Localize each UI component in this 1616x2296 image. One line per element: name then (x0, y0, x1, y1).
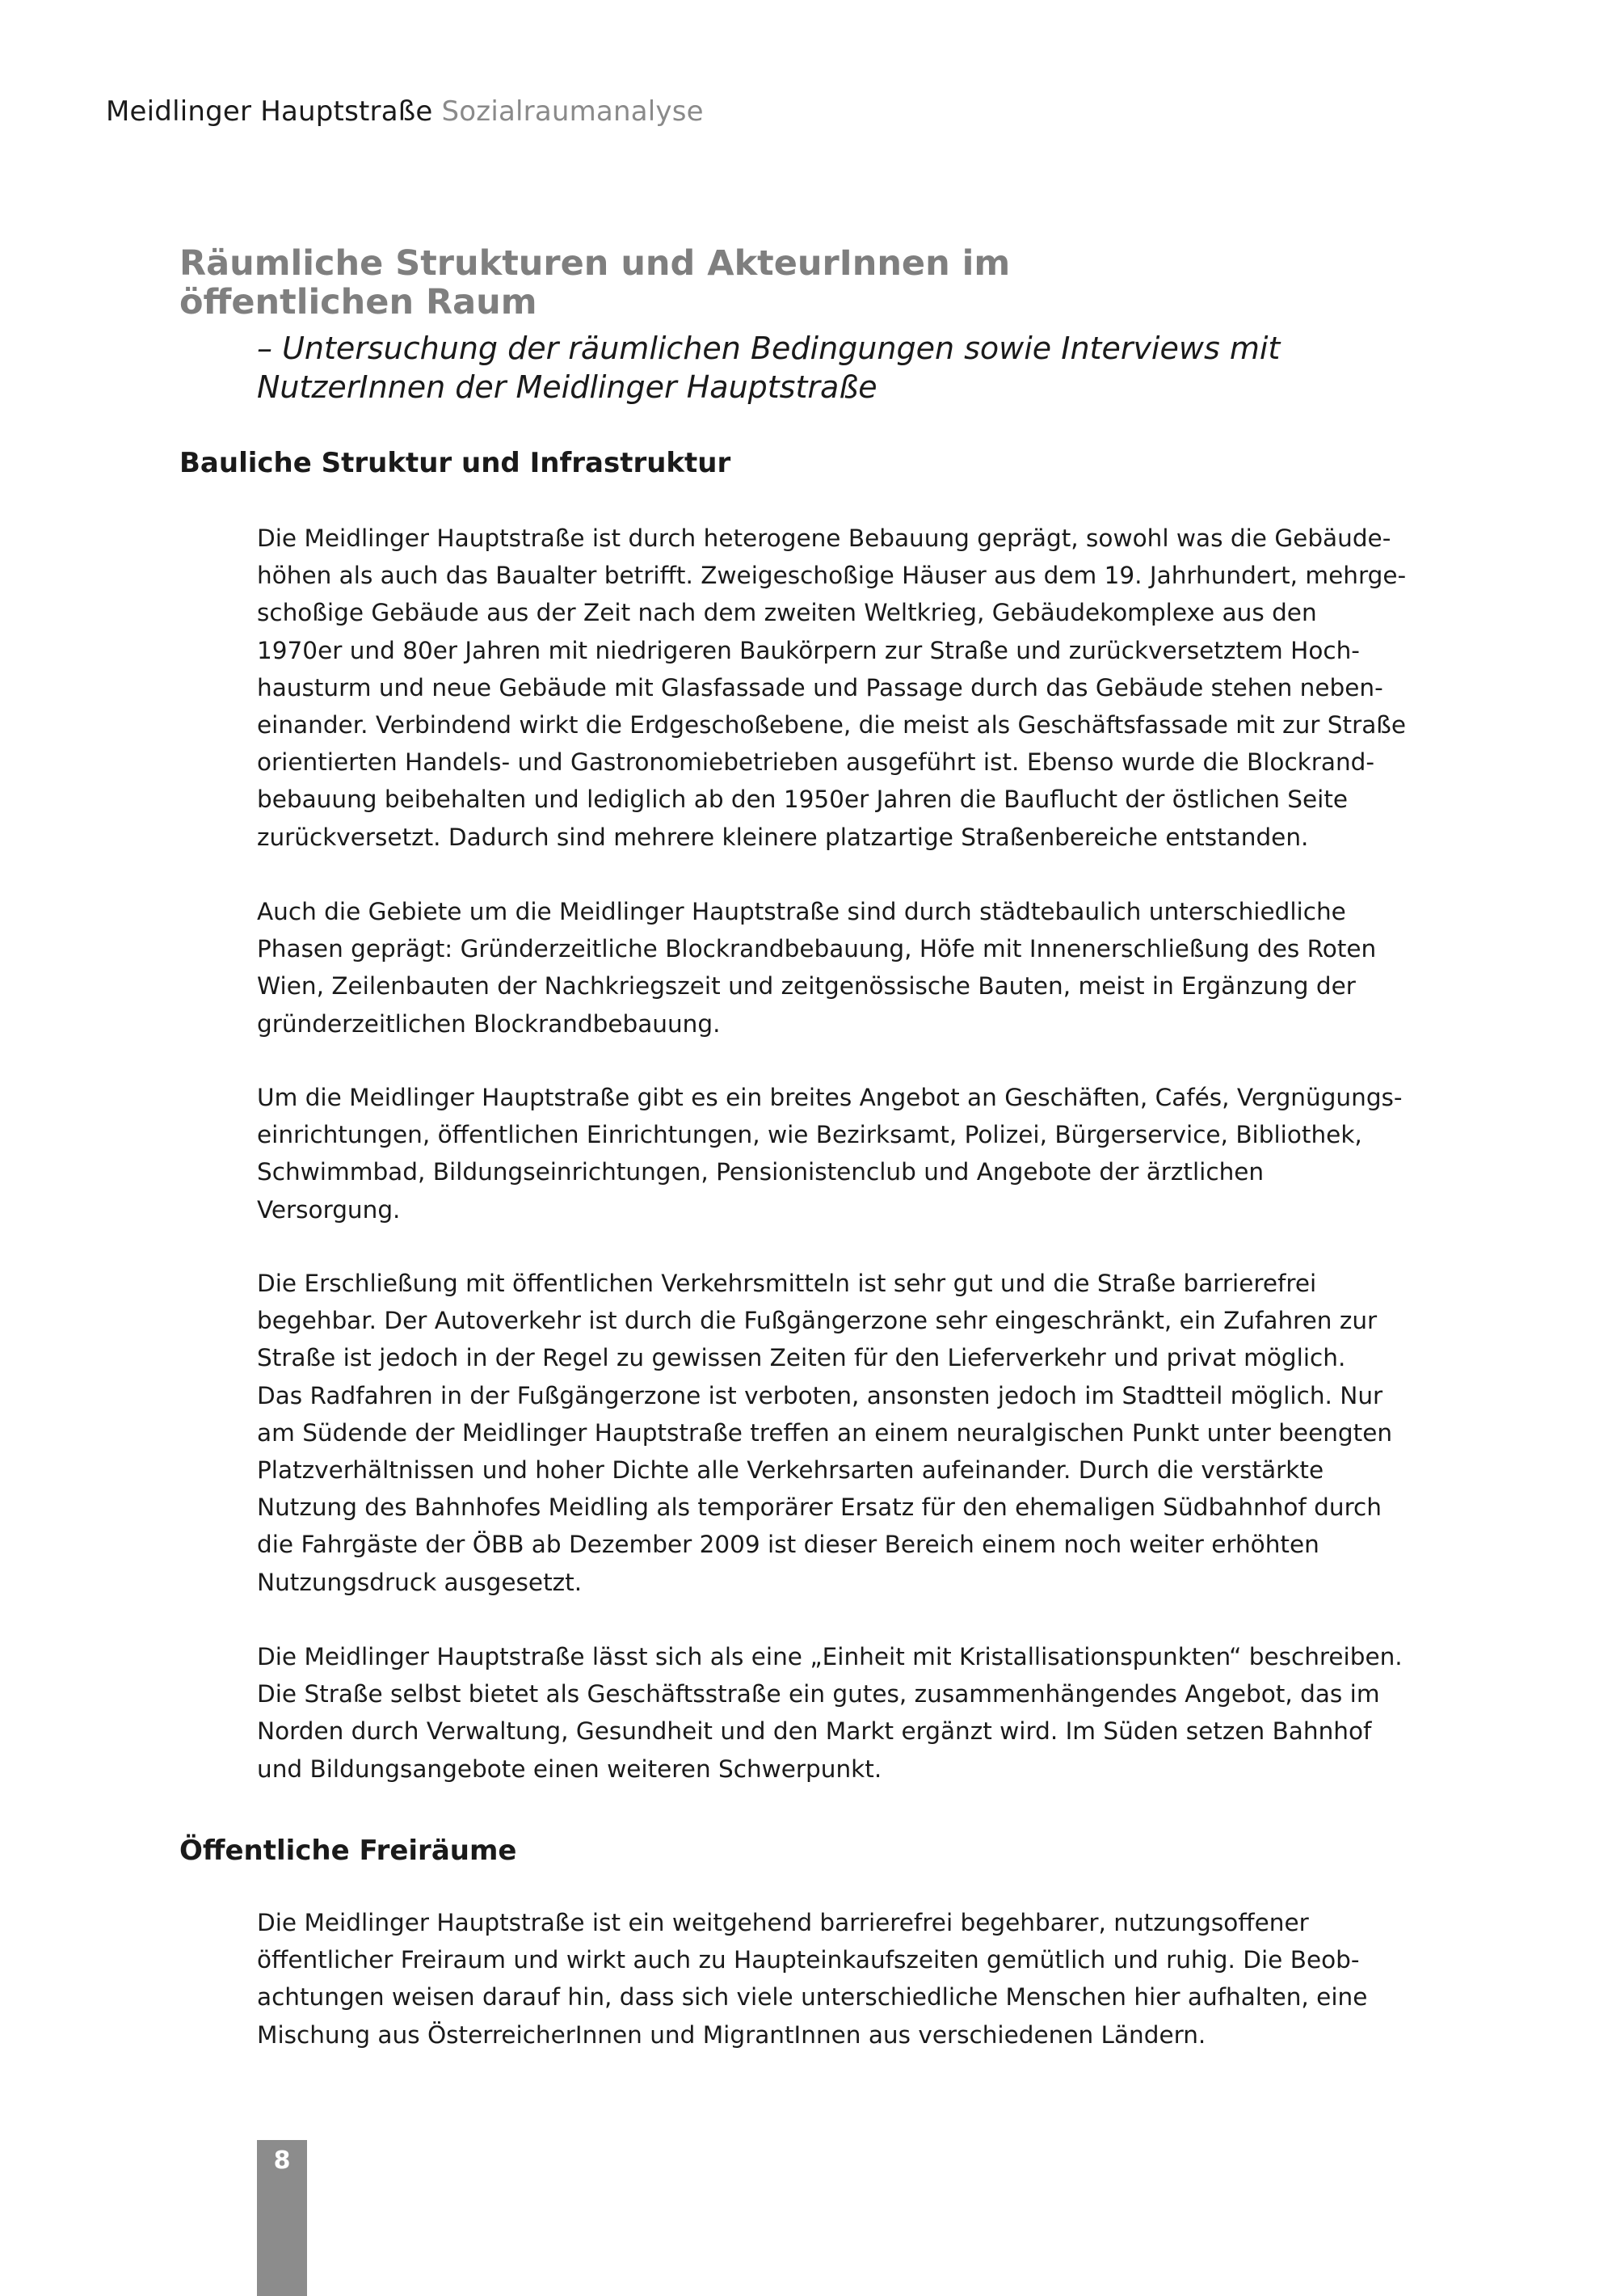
paragraph (257, 1904, 1368, 2054)
page-number-bar (257, 2140, 307, 2296)
text-line: am Südende der Meidlinger Hauptstraße treffen an einem neuralgischen Punkt unter beengten (257, 1418, 1393, 1447)
text-line: orientierten Handels- und Gastronomiebetrieben ausgeführt ist. Ebenso wurde die Blockrand- (257, 748, 1375, 777)
text-line: gründerzeitlichen Blockrandbebauung. (257, 1009, 721, 1038)
text-line: Phasen geprägt: Gründerzeitliche Blockrandbebauung, Höfe mit Innenerschließung des Roten (257, 935, 1377, 963)
text-line: Nutzung des Bahnhofes Meidling als temporärer Ersatz für den ehemaligen Südbahnhof durch (257, 1493, 1382, 1522)
text-line: Die Meidlinger Hauptstraße ist durch heterogene Bebauung geprägt, sowohl was die Gebäude- (257, 524, 1391, 552)
header-title: Meidlinger Hauptstraße (106, 95, 433, 128)
chapter-title-line: öffentlichen Raum (179, 282, 537, 322)
running-header (106, 95, 704, 128)
chapter-subtitle-line: NutzerInnen der Meidlinger Hauptstraße (257, 369, 877, 405)
text-line: Schwimmbad, Bildungseinrichtungen, Pensionistenclub und Angebote der ärztlichen (257, 1158, 1265, 1186)
text-line: achtungen weisen darauf hin, dass sich viele unterschiedliche Menschen hier aufhalten, eine (257, 1983, 1368, 2012)
text-line: und Bildungsangebote einen weiteren Schwerpunkt. (257, 1755, 882, 1783)
paragraph (257, 1638, 1403, 1788)
text-line: einrichtungen, öffentlichen Einrichtungen, wie Bezirksamt, Polizei, Bürgerservice, Bibliothek, (257, 1121, 1362, 1149)
text-line: schoßige Gebäude aus der Zeit nach dem zweiten Weltkrieg, Gebäudekomplexe aus den (257, 599, 1317, 627)
text-line: höhen als auch das Baualter betrifft. Zweigeschoßige Häuser aus dem 19. Jahrhundert, mehrge- (257, 562, 1407, 590)
paragraph (257, 1079, 1403, 1228)
chapter-title-line: Räumliche Strukturen und AkteurInnen im (179, 243, 1011, 284)
text-line: begehbar. Der Autoverkehr ist durch die Fußgängerzone sehr eingeschränkt, ein Zufahren zur (257, 1307, 1378, 1335)
text-line: Das Radfahren in der Fußgängerzone ist verboten, ansonsten jedoch im Stadtteil möglich. Nur (257, 1381, 1383, 1409)
text-line: einander. Verbindend wirkt die Erdgeschoßebene, die meist als Geschäftsfassade mit zur Straße (257, 711, 1407, 739)
section-heading: Bauliche Struktur und Infrastruktur (179, 447, 731, 479)
text-line: hausturm und neue Gebäude mit Glasfassade und Passage durch das Gebäude stehen neben- (257, 673, 1383, 701)
text-line: die Fahrgäste der ÖBB ab Dezember 2009 ist dieser Bereich einem noch weiter erhöhten (257, 1531, 1319, 1559)
text-line: Die Erschließung mit öffentlichen Verkehrsmitteln ist sehr gut und die Straße barrierefrei (257, 1270, 1317, 1297)
text-line: Versorgung. (257, 1195, 401, 1224)
text-line: bebauung beibehalten und lediglich ab den 1950er Jahren die Bauflucht der östlichen Seite (257, 786, 1349, 814)
text-line: Die Straße selbst bietet als Geschäftsstraße ein gutes, zusammenhängendes Angebot, das im (257, 1680, 1380, 1708)
chapter-subtitle-line: – Untersuchung der räumlichen Bedingungen sowie Interviews mit (257, 331, 1281, 366)
text-line: Mischung aus ÖsterreicherInnen und MigrantInnen aus verschiedenen Ländern. (257, 2020, 1206, 2049)
text-line: zurückversetzt. Dadurch sind mehrere kleinere platzartige Straßenbereiche entstanden. (257, 823, 1309, 851)
text-line: Platzverhältnissen und hoher Dichte alle Verkehrsarten aufeinander. Durch die verstärkte (257, 1456, 1324, 1485)
header-subtitle: Sozialraumanalyse (441, 95, 704, 128)
text-line: Auch die Gebiete um die Meidlinger Hauptstraße sind durch städtebaulich unterschiedliche (257, 898, 1346, 925)
text-line: Nutzungsdruck ausgesetzt. (257, 1568, 583, 1596)
chapter-title (179, 244, 1391, 322)
text-line: 1970er und 80er Jahren mit niedrigeren Baukörpern zur Straße und zurückversetztem Hoch- (257, 636, 1360, 664)
paragraph (257, 520, 1407, 856)
text-line: Straße ist jedoch in der Regel zu gewissen Zeiten für den Lieferverkehr und privat möglich. (257, 1344, 1346, 1372)
paragraph (257, 893, 1377, 1043)
text-line: Die Meidlinger Hauptstraße lässt sich als eine „Einheit mit Kristallisationspunkten“ beschreiben. (257, 1643, 1403, 1670)
text-line: Norden durch Verwaltung, Gesundheit und den Markt ergänzt wird. Im Süden setzen Bahnhof (257, 1717, 1372, 1746)
paragraph (257, 1265, 1393, 1601)
text-line: Die Meidlinger Hauptstraße ist ein weitgehend barrierefrei begehbarer, nutzungsoffener (257, 1909, 1309, 1936)
chapter-subtitle (257, 329, 1469, 407)
section-heading: Öffentliche Freiräume (179, 1835, 517, 1867)
text-line: öffentlicher Freiraum und wirkt auch zu Haupteinkaufszeiten gemütlich und ruhig. Die Beob- (257, 1946, 1360, 1974)
text-line: Um die Meidlinger Hauptstraße gibt es ein breites Angebot an Geschäften, Cafés, Vergnügungs- (257, 1084, 1403, 1111)
page-number: 8 (273, 2146, 291, 2175)
text-line: Wien, Zeilenbauten der Nachkriegszeit und zeitgenössische Bauten, meist in Ergänzung der (257, 972, 1356, 1001)
